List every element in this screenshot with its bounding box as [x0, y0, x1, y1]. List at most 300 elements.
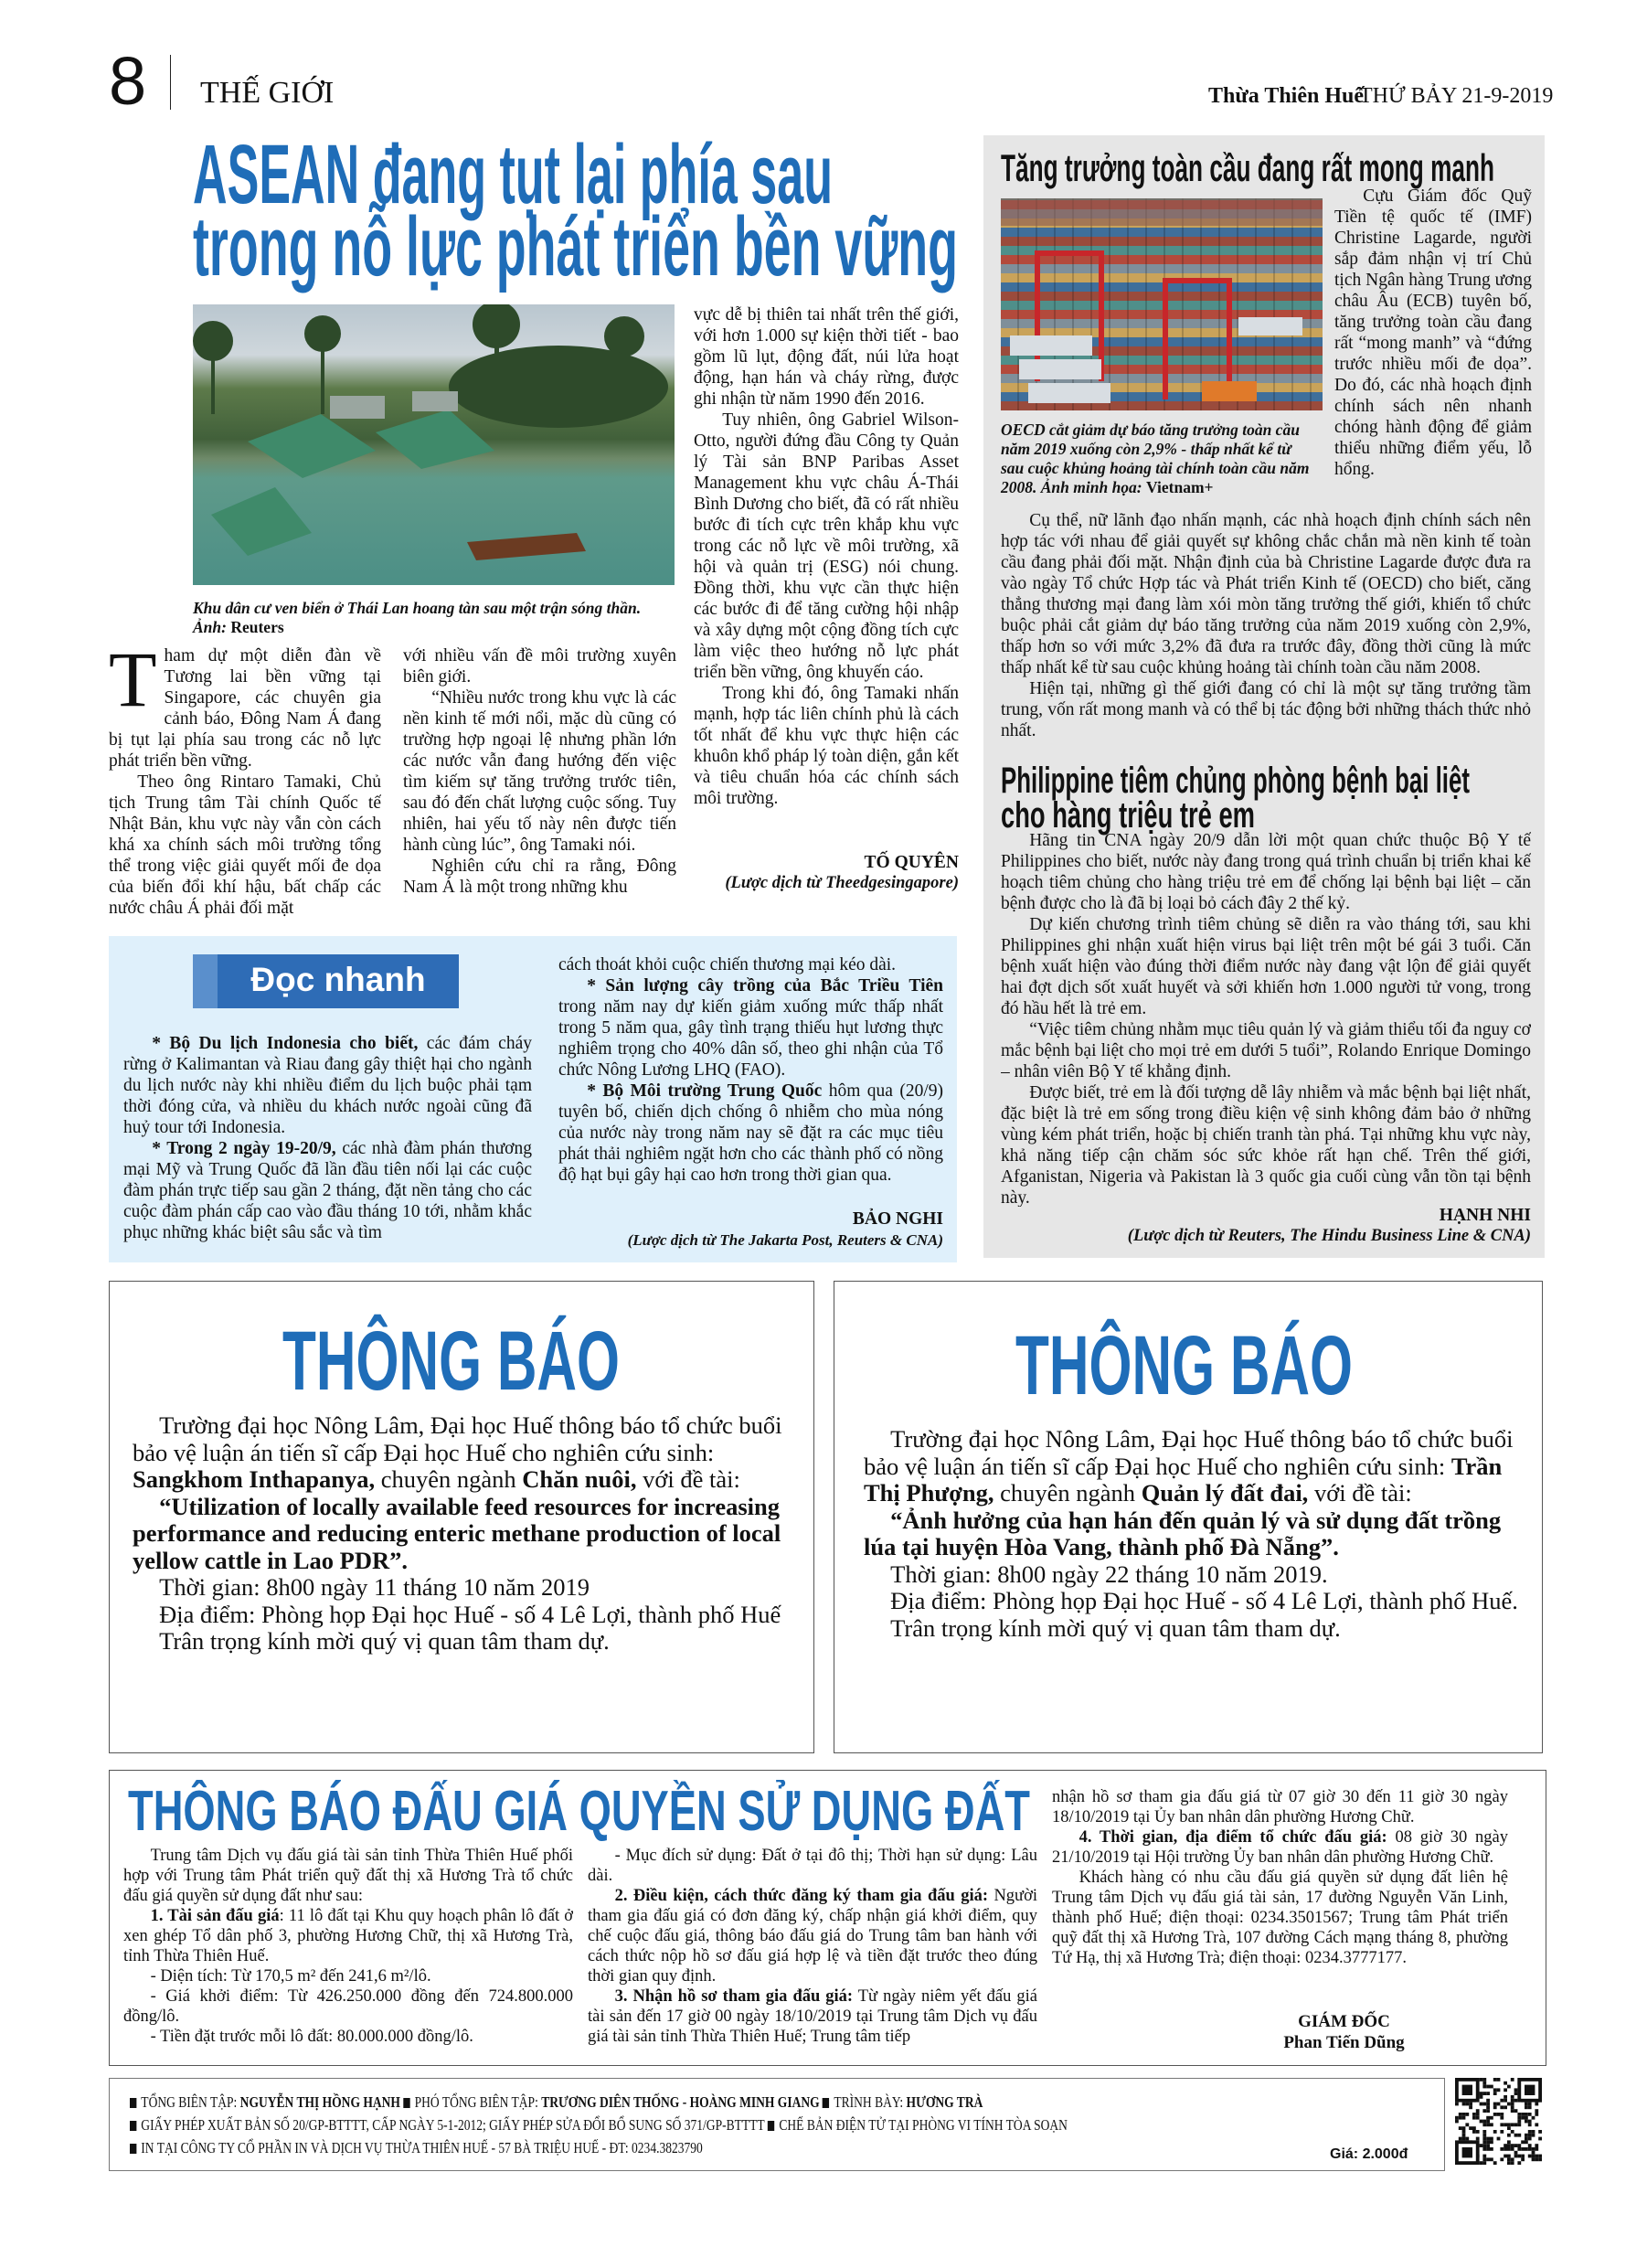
qr-module — [1497, 2113, 1501, 2116]
qr-module — [1493, 2078, 1497, 2082]
qr-module — [1486, 2085, 1490, 2089]
qr-module — [1514, 2155, 1518, 2158]
announcement-title-text: THÔNG BÁO — [282, 1315, 620, 1408]
paragraph — [133, 1494, 791, 1575]
qr-code-icon[interactable] — [1455, 2078, 1542, 2165]
paragraph-text: - Diện tích: Từ 170,5 m² đến 241,6 m²/lô. — [150, 1967, 431, 1986]
article-column-1 — [109, 645, 381, 920]
qr-module — [1490, 2147, 1493, 2151]
bullet-square-icon — [130, 2121, 136, 2131]
author: TỐ QUYÊN — [864, 853, 959, 872]
qr-module — [1504, 2144, 1507, 2147]
paragraph-text: Từ ngày niêm yết đấu giá tài sản đến 17 giờ 00 ngày 18/10/2019 tại Trung tâm Dịch vụ đấu giá tài sản tỉnh Thừa Thiên Huế; Trung tâm tiếp — [588, 1987, 1037, 2046]
qr-module — [1511, 2095, 1514, 2099]
paragraph-text: Thời gian: 8h00 ngày 22 tháng 10 năm 2019. — [890, 1560, 1328, 1588]
qr-module — [1525, 2140, 1528, 2144]
qr-module — [1462, 2085, 1472, 2095]
qr-module — [1482, 2092, 1486, 2095]
qr-module — [1472, 2116, 1476, 2120]
paragraph — [588, 1986, 1037, 2047]
qr-module — [1535, 2147, 1538, 2151]
paragraph — [1001, 510, 1531, 678]
sidebar-photo-caption — [1001, 421, 1316, 497]
qr-module — [1490, 2123, 1493, 2126]
source-note: (Lược dịch từ Theedgesingapore) — [725, 874, 959, 892]
qr-module — [1525, 2134, 1528, 2137]
photo-illustration — [193, 304, 675, 585]
paragraph-text: Trường đại học Nông Lâm, Đại học Huế thông báo tổ chức buổi bảo vệ luận án tiến sĩ cấp Đại học Huế cho nghiên cứu sinh: — [864, 1426, 1514, 1480]
qr-module — [1507, 2155, 1511, 2158]
qr-module — [1517, 2116, 1521, 2120]
paragraph-text: với đề tài: — [636, 1465, 740, 1493]
qr-module — [1500, 2147, 1504, 2151]
qr-module — [1462, 2126, 1466, 2130]
sidebar-title-text: Tăng trưởng toàn cầu đang rất mong manh — [1001, 146, 1494, 189]
source-note: (Lược dịch từ Reuters, The Hindu Business Line & CNA) — [1127, 1227, 1531, 1245]
qr-module — [1486, 2147, 1490, 2151]
sidebar-second-body — [1001, 830, 1531, 1207]
qr-module — [1455, 2120, 1459, 2124]
qr-module — [1517, 2155, 1521, 2158]
qr-module — [1480, 2078, 1483, 2082]
paragraph-lead: 1. Tài sản đấu giá — [150, 1907, 280, 1925]
qr-module — [1507, 2140, 1511, 2144]
qr-module — [1459, 2113, 1462, 2116]
paragraph-text: nhận hồ sơ tham gia đấu giá từ 07 giờ 30 đến 11 giờ 30 ngày 18/10/2019 tại Ủy ban nhân dân phường Hương Chữ. — [1052, 1788, 1508, 1826]
qr-module — [1486, 2099, 1490, 2103]
paragraph-lead: * Trong 2 ngày 19-20/9, — [152, 1139, 336, 1158]
qr-module — [1528, 2147, 1532, 2151]
signer-title: GIÁM ĐỐC — [1298, 2012, 1390, 2031]
qr-module — [1521, 2147, 1525, 2151]
qr-module — [1482, 2140, 1486, 2144]
qr-module — [1528, 2144, 1532, 2147]
article-byline — [694, 852, 959, 894]
printer-text: IN TẠI CÔNG TY CỔ PHẦN IN VÀ DỊCH VỤ THỪA THIÊN HUẾ - 57 BÀ TRIỆU HUẾ - ĐT: 0234.3823790 — [141, 2139, 703, 2156]
qr-module — [1514, 2144, 1518, 2147]
qr-module — [1504, 2155, 1507, 2158]
paragraph — [588, 1846, 1037, 1886]
qr-module — [1486, 2116, 1490, 2120]
qr-module — [1472, 2130, 1476, 2134]
paragraph — [133, 1574, 791, 1602]
paragraph — [1052, 1827, 1508, 1868]
paragraph — [864, 1507, 1522, 1561]
qr-module — [1535, 2144, 1538, 2147]
article-column-2 — [403, 645, 676, 920]
quick-read-left — [123, 1033, 532, 1248]
paragraph — [133, 1628, 791, 1656]
qr-module — [1525, 2085, 1535, 2095]
deputy-names: TRƯƠNG DIÊN THỐNG - HOÀNG MINH GIANG — [541, 2093, 820, 2111]
paragraph-text: Khách hàng có nhu cầu đấu giá quyền sử dụng đất liên hệ Trung tâm Dịch vụ đấu giá tài sản, 17 đường Nguyễn Văn Linh, thành phố Huế; điện thoại: 0234.3501567; Trung tâm Phát triển quỹ đất thị xã Hương Trà, 107 đường Cách mạng tháng 8, phường Tứ Hạ, thị xã Hương Trà; điện thoại: 0234.3777177. — [1052, 1869, 1508, 1967]
auction-column-2 — [588, 1846, 1037, 2060]
paragraph-text: Nghiên cứu chỉ ra rằng, Đông Nam Á là một trong những khu — [403, 857, 676, 897]
qr-module — [1517, 2123, 1521, 2126]
announcement-title-1 — [282, 1315, 796, 1408]
auction-column-1 — [123, 1846, 573, 2060]
paragraph — [1001, 1019, 1531, 1082]
qr-module — [1455, 2116, 1459, 2120]
paragraph — [558, 954, 943, 975]
qr-module — [1482, 2137, 1486, 2141]
qr-module — [1500, 2099, 1504, 2103]
paragraph-text: - Giá khởi điểm: Từ 426.250.000 đồng đến 724.800.000 đồng/lô. — [123, 1987, 573, 2026]
qr-module — [1521, 2155, 1525, 2158]
headline-line-1: ASEAN đang tụt lại phía sau — [193, 128, 833, 221]
qr-module — [1511, 2144, 1514, 2147]
headline-line-2: trong nỗ lực phát triển bền vững — [193, 200, 958, 293]
qr-module — [1517, 2113, 1521, 2116]
qr-module — [1507, 2085, 1511, 2089]
qr-module — [1462, 2147, 1472, 2157]
qr-module — [1504, 2088, 1507, 2092]
qr-module — [1497, 2088, 1501, 2092]
qr-module — [1532, 2130, 1535, 2134]
qr-module — [1504, 2123, 1507, 2126]
newspaper-name: Thừa Thiên Huế — [1208, 84, 1365, 108]
qr-module — [1511, 2161, 1514, 2165]
qr-module — [1472, 2113, 1476, 2116]
paragraph — [109, 772, 381, 919]
paragraph-text: với đề tài: — [1308, 1479, 1412, 1507]
paragraph-lead: * Bộ Du lịch Indonesia cho biết, — [152, 1034, 419, 1053]
qr-module — [1511, 2157, 1514, 2161]
qr-module — [1514, 2092, 1518, 2095]
qr-module — [1538, 2137, 1542, 2141]
qr-module — [1480, 2103, 1483, 2106]
qr-module — [1482, 2155, 1486, 2158]
imprint-line-editors — [130, 2093, 983, 2112]
qr-module — [1500, 2116, 1504, 2120]
qr-module — [1511, 2078, 1514, 2082]
bullet-square-icon — [130, 2144, 136, 2154]
qr-module — [1500, 2113, 1504, 2116]
paragraph-text: : 11 lô đất tại Khu quy hoạch phân lô đất ở xen ghép Tổ dân phố 3, phường Hương Chữ, thị xã Hương Trà, tỉnh Thừa Thiên Huế. — [123, 1907, 573, 1965]
qr-module — [1493, 2161, 1497, 2165]
qr-module — [1532, 2147, 1535, 2151]
qr-module — [1504, 2095, 1507, 2099]
qr-module — [1493, 2105, 1497, 2109]
qr-module — [1500, 2105, 1504, 2109]
bullet-square-icon — [768, 2121, 774, 2131]
paragraph-text: Trân trọng kính mời quý vị quan tâm tham dự. — [890, 1613, 1341, 1642]
qr-module — [1521, 2140, 1525, 2144]
paragraph-text: với nhiều vấn đề môi trường xuyên biên giới. — [403, 646, 676, 687]
qr-module — [1486, 2109, 1490, 2113]
qr-module — [1480, 2092, 1483, 2095]
paragraph-text: “Việc tiêm chủng nhằm mục tiêu quản lý và giảm thiểu tối đa nguy cơ mắc bệnh bại liệt cho mọi trẻ em dưới 5 tuổi”, Rolando Enrique Domingo – nhân viên Bộ Y tế khẳng định. — [1001, 1020, 1531, 1081]
typesetting-text: CHẾ BẢN ĐIỆN TỬ TẠI PHÒNG VI TÍNH TÒA SOẠN — [779, 2116, 1068, 2134]
layout-name: HƯƠNG TRÀ — [906, 2093, 983, 2111]
qr-module — [1480, 2120, 1483, 2124]
bullet-square-icon — [130, 2098, 136, 2108]
paragraph — [123, 1138, 532, 1243]
qr-module — [1538, 2130, 1542, 2134]
qr-module — [1480, 2095, 1483, 2099]
paragraph — [403, 687, 676, 856]
qr-module — [1528, 2103, 1532, 2106]
qr-module — [1532, 2155, 1535, 2158]
qr-module — [1538, 2155, 1542, 2158]
paragraph — [123, 1033, 532, 1138]
qr-module — [1486, 2120, 1490, 2124]
qr-module — [1462, 2137, 1466, 2141]
paragraph — [133, 1412, 791, 1494]
qr-module — [1507, 2144, 1511, 2147]
paragraph — [558, 975, 943, 1081]
qr-module — [1482, 2103, 1486, 2106]
qr-module — [1504, 2147, 1507, 2151]
qr-module — [1482, 2085, 1486, 2089]
qr-module — [1462, 2103, 1466, 2106]
issue-date: THỨ BẢY 21-9-2019 — [1359, 84, 1554, 108]
qr-module — [1482, 2147, 1486, 2151]
paragraph — [1001, 678, 1531, 741]
paragraph — [1334, 186, 1532, 480]
qr-module — [1535, 2155, 1538, 2158]
qr-module — [1532, 2151, 1535, 2155]
qr-module — [1482, 2120, 1486, 2124]
photo-caption — [193, 599, 650, 637]
paragraph — [123, 1966, 573, 1986]
qr-module — [1521, 2157, 1525, 2161]
paragraph — [123, 1986, 573, 2027]
paragraph-text: Cụ thể, nữ lãnh đạo nhấn mạnh, các nhà hoạch định chính sách nên hợp tác với nhau để giải quyết sự không chắc chắn mà nền kinh tế toàn cầu đang phải đối mặt. Nhận định của bà Christine Lagarde được đưa ra vào ngày Tổ chức Hợp tác và Phát triển Kinh tế (OECD) cho biết, căng thẳng thương mại đang làm xói mòn tăng trưởng thế giới, khiến tổ chức buộc phải cắt giảm dự báo tăng trưởng của năm 2019 xuống còn 2,9%, thấp hơn so với mức 3,2% đã đưa ra trước đây, đồng thời cũng là mức thấp nhất kể từ sau cuộc khủng hoảng tài chính toàn cầu năm 2008. — [1001, 511, 1531, 677]
sidebar-second-title-2 — [1001, 797, 1373, 834]
bullet-square-icon — [403, 2098, 409, 2108]
paragraph — [694, 410, 959, 683]
qr-module — [1462, 2134, 1466, 2137]
imprint-footer — [109, 2078, 1445, 2171]
qr-module — [1507, 2123, 1511, 2126]
qr-module — [1482, 2082, 1486, 2085]
paragraph-text: Cựu Giám đốc Quỹ Tiền tệ quốc tế (IMF) Christine Lagarde, người sắp đảm nhận vị trí Chủ tịch Ngân hàng Trung ương châu Âu (ECB) tuyên bố, tăng trưởng toàn cầu đang rất “mong manh” và “đứng trước nhiều mối đe dọa”. Do đó, các nhà hoạch định chính sách nên nhanh chóng hành động để giảm thiểu những điểm yếu, lỗ hổng. — [1334, 186, 1532, 479]
qr-module — [1511, 2109, 1514, 2113]
paragraph-text: Dự kiến chương trình tiêm chủng sẽ diễn ra vào tháng tới, sau khi Philippines ghi nhận xuất hiện virus bại liệt trên một bé gái 3 tuổi. Căn bệnh xuất hiện vào đúng thời điểm nước này đang vật lộn để giải quyết hai đợt dịch sốt xuất huyết và sởi khiến hơn 1.000 người tử vong, trong đó hầu hết là trẻ em. — [1001, 915, 1531, 1018]
sidebar-second-title — [1001, 762, 1647, 799]
qr-module — [1482, 2134, 1486, 2137]
source-note: (Lược dịch từ The Jakarta Post, Reuters & CNA) — [627, 1231, 943, 1249]
qr-module — [1459, 2137, 1462, 2141]
qr-module — [1532, 2116, 1535, 2120]
qr-module — [1486, 2144, 1490, 2147]
qr-module — [1525, 2120, 1528, 2124]
quick-read-banner-strip — [193, 954, 218, 1008]
auction-title-text: THÔNG BÁO ĐẤU GIÁ QUYỀN SỬ DỤNG ĐẤT — [128, 1780, 1030, 1843]
paragraph-text: các nhà đàm phán thương mại Mỹ và Trung Quốc đã lần đầu tiên nối lại các cuộc đàm phán trực tiếp sau gần 2 tháng, đặt nền tảng cho các cuộc đàm phán cấp cao vào đầu tháng 10 tới, nhằm khắc phục những khác biệt sâu sắc và tìm — [123, 1139, 532, 1242]
qr-module — [1528, 2130, 1532, 2134]
qr-module — [1535, 2103, 1538, 2106]
quick-read-title: Đọc nhanh — [250, 961, 426, 998]
paragraph — [588, 1886, 1037, 1986]
qr-module — [1469, 2103, 1472, 2106]
section-title: THẾ GIỚI — [200, 76, 335, 110]
imprint-line-license — [130, 2116, 1068, 2135]
author: HẠNH NHI — [1439, 1206, 1531, 1225]
qr-module — [1480, 2144, 1483, 2147]
paragraph-text: 08 giờ 30 ngày 21/10/2019 tại Hội trường Ủy ban nhân dân phường Hương Chữ. — [1052, 1828, 1508, 1867]
qr-module — [1490, 2157, 1493, 2161]
signer-name: Phan Tiến Dũng — [1283, 2033, 1405, 2052]
paragraph — [123, 1846, 573, 1906]
qr-module — [1500, 2157, 1504, 2161]
qr-module — [1465, 2113, 1469, 2116]
paragraph-text: Địa điểm: Phòng họp Đại học Huế - số 4 Lê Lợi, thành phố Huế — [159, 1600, 781, 1628]
qr-module — [1507, 2147, 1511, 2151]
announcement-body-2 — [864, 1426, 1522, 1737]
qr-module — [1507, 2134, 1511, 2137]
paragraph — [694, 683, 959, 809]
qr-module — [1514, 2123, 1518, 2126]
paragraph-lead: Trần Thị Phượng, — [864, 1452, 1503, 1507]
qr-module — [1486, 2103, 1490, 2106]
qr-module — [1525, 2116, 1528, 2120]
qr-module — [1486, 2157, 1490, 2161]
qr-module — [1469, 2126, 1472, 2130]
qr-module — [1482, 2144, 1486, 2147]
qr-module — [1525, 2147, 1528, 2151]
qr-module — [1528, 2113, 1532, 2116]
qr-module — [1525, 2113, 1528, 2116]
qr-module — [1462, 2116, 1466, 2120]
paragraph-text: vực dễ bị thiên tai nhất trên thế giới, với hơn 1.000 sự kiện thời tiết - bao gồm lũ lụt, động đất, núi lửa hoạt động, hạn hán và cháy rừng, được ghi nhận từ năm 1990 đến 2016. — [694, 305, 959, 409]
qr-module — [1514, 2099, 1518, 2103]
qr-module — [1532, 2134, 1535, 2137]
paragraph-lead: Quản lý đất đai, — [1141, 1479, 1309, 1507]
paragraph-text: Trân trọng kính mời quý vị quan tâm tham dự. — [159, 1627, 610, 1655]
article-column-3 — [694, 304, 959, 844]
bullet-square-icon — [823, 2098, 829, 2108]
qr-module — [1459, 2126, 1462, 2130]
qr-module — [1514, 2134, 1518, 2137]
qr-module — [1469, 2105, 1472, 2109]
qr-module — [1482, 2130, 1486, 2134]
qr-module — [1486, 2140, 1490, 2144]
announcement-title-text: THÔNG BÁO — [1015, 1319, 1353, 1412]
paragraph-lead: * Sản lượng cây trồng của Bắc Triều Tiên — [587, 976, 943, 996]
qr-module — [1493, 2092, 1497, 2095]
qr-module — [1528, 2134, 1532, 2137]
quick-read-byline — [558, 1209, 943, 1251]
qr-module — [1493, 2113, 1497, 2116]
paragraph — [864, 1426, 1522, 1507]
quick-read-right — [558, 954, 943, 1210]
tsunami-photo — [193, 304, 675, 585]
editor-label: TỔNG BIÊN TẬP: — [141, 2093, 238, 2111]
sidebar-body — [1001, 510, 1531, 759]
caption-text: OECD cắt giảm dự báo tăng trưởng toàn cầu năm 2019 xuống còn 2,9% - thấp nhất kể từ sau cuộc khủng hoảng tài chính toàn cầu năm 2008. Ảnh minh họa: — [1001, 421, 1310, 496]
paragraph-text: Thời gian: 8h00 ngày 11 tháng 10 năm 2019 — [159, 1573, 590, 1601]
qr-module — [1476, 2116, 1480, 2120]
sidebar-column-beside-photo — [1334, 186, 1532, 511]
qr-module — [1511, 2103, 1514, 2106]
qr-module — [1528, 2105, 1532, 2109]
paragraph-lead: 4. Thời gian, địa điểm tổ chức đấu giá: — [1079, 1828, 1387, 1847]
paragraph — [403, 645, 676, 687]
paragraph-lead: “Utilization of locally available feed resources for increasing performance and reducing enteric methane production of local yellow cattle in Lao PDR”. — [133, 1492, 781, 1574]
qr-module — [1490, 2137, 1493, 2141]
qr-module — [1517, 2120, 1521, 2124]
qr-module — [1525, 2105, 1528, 2109]
paragraph — [1001, 830, 1531, 914]
qr-module — [1486, 2123, 1490, 2126]
qr-module — [1493, 2130, 1497, 2134]
qr-module — [1511, 2147, 1514, 2151]
paragraph-lead: 2. Điều kiện, cách thức đăng ký tham gia đấu giá: — [614, 1887, 989, 1905]
qr-module — [1532, 2157, 1535, 2161]
qr-module — [1472, 2126, 1476, 2130]
qr-module — [1535, 2109, 1538, 2113]
qr-module — [1511, 2130, 1514, 2134]
qr-module — [1504, 2099, 1507, 2103]
qr-module — [1517, 2161, 1521, 2165]
qr-module — [1504, 2105, 1507, 2109]
qr-module — [1514, 2088, 1518, 2092]
qr-module — [1538, 2157, 1542, 2161]
qr-module — [1514, 2151, 1518, 2155]
qr-module — [1482, 2161, 1486, 2165]
paragraph — [864, 1615, 1522, 1643]
drop-cap: T — [109, 645, 157, 723]
editor-name: NGUYỄN THỊ HỒNG HẠNH — [239, 2093, 400, 2111]
qr-module — [1535, 2113, 1538, 2116]
paragraph-text: hôm qua (20/9) tuyên bố, chiến dịch chống ô nhiễm cho mùa nóng của nước này trong năm nay sẽ đặt ra các mục tiêu phát thải nghiêm ngặt hơn cho các thành phố có nồng độ hạt bụi gây hại cao hơn trong thời gian qua. — [558, 1081, 943, 1185]
auction-column-3 — [1052, 1787, 1508, 2016]
paragraph-text: “Nhiều nước trong khu vực là các nền kinh tế mới nổi, mặc dù cũng có trường hợp ngoại lệ nhưng phần lớn các nước vẫn đang hướng đến việc tìm kiếm sự tăng trưởng trước tiên, sau đó đến chất lượng cuộc sống. Tuy nhiên, hai yếu tố này nên được tiến hành cùng lúc”, ông Tamaki nói. — [403, 688, 676, 855]
qr-module — [1528, 2155, 1532, 2158]
qr-module — [1507, 2161, 1511, 2165]
sidebar-byline — [1001, 1205, 1531, 1247]
photo-illustration — [1001, 198, 1323, 410]
qr-module — [1476, 2137, 1480, 2141]
qr-module — [1528, 2137, 1532, 2141]
qr-module — [1482, 2078, 1486, 2082]
qr-module — [1525, 2137, 1528, 2141]
qr-module — [1511, 2099, 1514, 2103]
paragraph-lead: “Ảnh hưởng của hạn hán đến quản lý và sử dụng đất trồng lúa tại huyện Hòa Vang, thành phố Đà Nẵng”. — [864, 1506, 1502, 1560]
qr-module — [1490, 2140, 1493, 2144]
paragraph-text: Tuy nhiên, ông Gabriel Wilson-Otto, người đứng đầu Công ty Quản lý Tài sản BNP Paribas Asset Management khu vực châu Á-Thái Bình Dương cho biết, đã có rất nhiều bước đi tích cực trên khắp khu vực trong các nỗ lực về môi trường, xã hội và quản trị (ESG) nói chung. Đồng thời, khu vực cần thực hiện các bước đi để tăng cường hội nhập và xây dựng một cộng đồng tích cực làm việc theo hướng nỗ lực phát triển bền vững, ông khuyến cáo. — [694, 410, 959, 682]
qr-module — [1476, 2109, 1480, 2113]
paragraph-text: trong năm nay dự kiến giảm xuống mức thấp nhất trong 5 năm qua, gây tình trạng thiếu hụt lương thực nghiêm trọng cho 40% dân số, theo ghi nhận của Tổ chức Nông Lương LHQ (FAO). — [558, 997, 943, 1080]
paragraph-text: - Tiền đặt trước mỗi lô đất: 80.000.000 đồng/lô. — [150, 2028, 473, 2046]
qr-module — [1465, 2103, 1469, 2106]
paragraph — [864, 1561, 1522, 1589]
paragraph-lead: 3. Nhận hồ sơ tham gia đấu giá: — [614, 1987, 854, 2006]
container-port-photo — [1001, 198, 1323, 410]
paragraph-text: - Mục đích sử dụng: Đất ở tại đô thị; Thời hạn sử dụng: Lâu dài. — [588, 1847, 1037, 1885]
qr-module — [1455, 2103, 1459, 2106]
qr-module — [1500, 2123, 1504, 2126]
qr-module — [1465, 2123, 1469, 2126]
photo-credit: Vietnam+ — [1146, 478, 1214, 496]
qr-module — [1517, 2134, 1521, 2137]
page-number: 8 — [109, 43, 147, 119]
license-text: GIẤY PHÉP XUẤT BẢN SỐ 20/GP-BTTTT, CẤP NGÀY 5-1-2012; GIẤY PHÉP SỬA ĐỔI BỔ SUNG SỐ 371/GP-BTTTT — [141, 2116, 765, 2134]
qr-module — [1476, 2113, 1480, 2116]
masthead-divider — [170, 55, 171, 110]
qr-module — [1514, 2109, 1518, 2113]
photo-credit: Reuters — [230, 618, 284, 636]
caption-text: Khu dân cư ven biển ở Thái Lan hoang tàn sau một trận sóng thần. Ảnh: — [193, 599, 642, 636]
deputy-label: PHÓ TỔNG BIÊN TẬP: — [414, 2093, 538, 2111]
qr-module — [1511, 2123, 1514, 2126]
qr-module — [1476, 2130, 1480, 2134]
qr-module — [1482, 2157, 1486, 2161]
qr-module — [1511, 2105, 1514, 2109]
paragraph-text: Theo ông Rintaro Tamaki, Chủ tịch Trung tâm Tài chính Quốc tế Nhật Bản, khu vực này vẫn còn cách khá xa chính sách môi trường tổng thể trong việc giải quyết mối đe dọa của biến đổi khí hậu, bất chấp các nước châu Á phải đối mặt — [109, 772, 381, 918]
